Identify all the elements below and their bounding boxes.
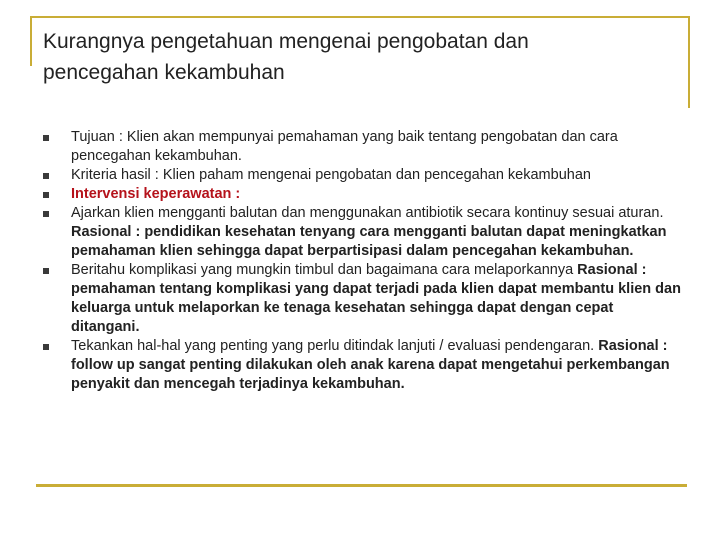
bullet-item-tekankan <box>43 337 683 394</box>
square-bullet-icon <box>43 344 49 350</box>
square-bullet-icon <box>43 211 49 217</box>
bullet-heading: Intervensi keperawatan : <box>71 186 241 202</box>
bullet-item-kriteria <box>43 166 683 185</box>
bullet-rationale: Rasional : pemahaman tentang komplikasi yang dapat terjadi pada klien dapat membantu klien dan keluarga untuk melaporkan ke tenaga kesehatan sehingga dapat dengan cepat ditangani. <box>71 262 681 335</box>
bottom-divider <box>36 484 687 487</box>
bullet-text: Ajarkan klien mengganti balutan dan menggunakan antibiotik secara kontinuy sesuai aturan. <box>71 205 664 221</box>
bullet-item-ajarkan <box>43 204 683 261</box>
bullet-rationale: Rasional : follow up sangat penting dilakukan oleh anak karena dapat mengetahui perkembangan penyakit dan mencegah terjadinya kekambuhan. <box>71 338 670 392</box>
frame-top-line <box>30 16 690 18</box>
bullet-item-intervensi <box>43 185 683 204</box>
bullet-list <box>43 128 683 394</box>
bullet-rationale: Rasional : pendidikan kesehatan tenyang cara mengganti balutan dapat meningkatkan pemahaman klien sehingga dapat berpartisipasi dalam pencegahan kekambuhan. <box>71 224 667 259</box>
slide-title: Kurangnya pengetahuan mengenai pengobatan dan pencegahan kekambuhan <box>43 30 529 84</box>
bullet-text: Beritahu komplikasi yang mungkin timbul dan bagaimana cara melaporkannya <box>71 262 574 278</box>
square-bullet-icon <box>43 268 49 274</box>
bullet-item-tujuan <box>43 128 683 166</box>
bullet-item-beritahu <box>43 261 683 337</box>
bullet-text: Tekankan hal-hal yang penting yang perlu ditindak lanjuti / evaluasi pendengaran. <box>71 338 595 354</box>
square-bullet-icon <box>43 173 49 179</box>
frame-left-line <box>30 16 32 66</box>
square-bullet-icon <box>43 135 49 141</box>
bullet-text: Kriteria hasil : Klien paham mengenai pengobatan dan pencegahan kekambuhan <box>71 167 591 183</box>
square-bullet-icon <box>43 192 49 198</box>
frame-right-line <box>688 16 690 108</box>
bullet-text: Tujuan : Klien akan mempunyai pemahaman yang baik tentang pengobatan dan cara pencegahan kekambuhan. <box>71 129 618 164</box>
